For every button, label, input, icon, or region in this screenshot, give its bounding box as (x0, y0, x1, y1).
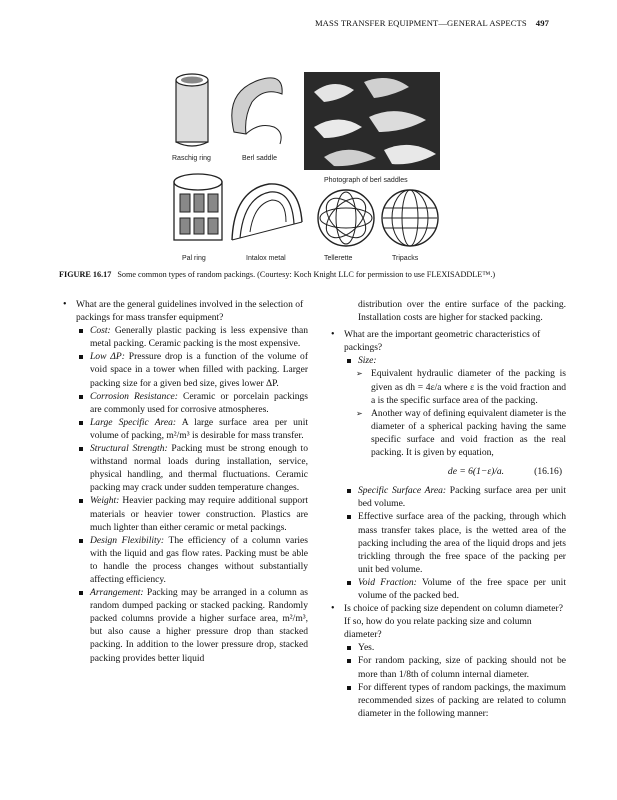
question-selection-guidelines: • What are the general guidelines involved in the selection of packings for mass transfer equipment? (58, 298, 308, 324)
right-column (326, 298, 566, 720)
figure-number: FIGURE 16.17 (59, 270, 112, 279)
raschig-ring-label: Raschig ring (172, 155, 211, 162)
pal-ring-label: Pal ring (182, 255, 206, 262)
tellerette-illustration (318, 190, 374, 246)
characteristic-effective-surface-area: Effective surface area of the packing, through which mass transfer takes place, is the wetted area of the packing including the area of the liquid drops and jets trickling through the free space of the packing per unit bed volume. (326, 510, 566, 575)
intalox-metal-illustration (232, 184, 302, 240)
left-column (58, 298, 308, 665)
page-number: 497 (535, 18, 549, 28)
guideline-corrosion: Corrosion Resistance: Ceramic or porcelain packings are commonly used for corrosive atmospheres. (58, 390, 308, 416)
berl-saddles-photograph (304, 72, 440, 170)
running-title: MASS TRANSFER EQUIPMENT—GENERAL ASPECTS (314, 18, 527, 28)
raschig-ring-illustration (176, 74, 208, 146)
tripacks-illustration (382, 190, 438, 246)
pal-ring-illustration (174, 174, 222, 240)
caption-text: Some common types of random packings. (Courtesy: Koch Knight LLC for permission to use FLEXISADDLE™.) (117, 270, 496, 279)
answer-yes: Yes. (326, 641, 566, 654)
guideline-weight: Weight: Heavier packing may require additional support materials or heavier tower construction. Plastics are much lighter than either ceramic or metal packings. (58, 494, 308, 533)
characteristic-size: Size: (326, 354, 566, 367)
running-header (315, 18, 549, 28)
question-packing-size: • Is choice of packing size dependent on column diameter? If so, how do you relate packing size and column diameter? (326, 602, 566, 641)
berl-saddle-label: Berl saddle (242, 155, 278, 162)
question-geometric-characteristics: • What are the important geometric characteristics of packings? (326, 328, 566, 354)
guideline-design-flexibility: Design Flexibility: The efficiency of a column varies with the liquid and gas flow rates. Packing must be able to handle the process changes without substantially affecting efficiency. (58, 534, 308, 586)
arrangement-continued: distribution over the entire surface of the packing. Installation costs are higher for stacked packing. (358, 299, 566, 324)
guideline-structural-strength: Structural Strength: Packing must be strong enough to withstand normal loads during installation, service, physical handling, and thermal fluctuations. Ceramic packing may crack under sudden temperature changes. (58, 442, 308, 494)
size-equivalent-diameter: ➢ Another way of defining equivalent diameter is the diameter of a spherical packing having the same specific surface and void fraction as the real packing. It is given by equation, (326, 407, 566, 459)
answer-different-types: For different types of random packings, the maximum recommended sizes of packing are related to column diameter in the following manner: (326, 681, 566, 720)
intalox-metal-label: Intalox metal (246, 255, 286, 262)
packings-figure (164, 72, 440, 268)
tellerette-label: Tellerette (324, 255, 353, 262)
berl-saddle-illustration (232, 78, 282, 144)
characteristic-specific-surface-area: Specific Surface Area: Packing surface area per unit bed volume. (326, 484, 566, 510)
tripacks-label: Tripacks (392, 255, 419, 262)
guideline-cost: Cost: Generally plastic packing is less expensive than metal packing. Ceramic packing is the most expensive. (58, 324, 308, 350)
equation-16-16: de = 6(1−ε)/a. (16.16) (447, 466, 562, 478)
figure-caption (59, 270, 579, 279)
guideline-low-dp: Low ΔP: Pressure drop is a function of the volume of void space in a tower when filled with packing. Larger packing size for a given bed size, gives lower ΔP. (58, 350, 308, 389)
answer-random-packing: For random packing, size of packing should not be more than 1/8th of column internal diameter. (326, 654, 566, 680)
photograph-label: Photograph of berl saddles (324, 177, 408, 184)
characteristic-void-fraction: Void Fraction: Volume of the free space per unit volume of the packed bed. (326, 576, 566, 602)
guideline-arrangement: Arrangement: Packing may be arranged in a column as random dumped packing or stacked packing. Randomly packed columns provide a higher surface area, m²/m³, but also cause a higher pressure drop than stacked packing. In addition to the lower pressure drop, stacked packing provides better liquid (58, 586, 308, 665)
size-hydraulic-diameter: ➢ Equivalent hydraulic diameter of the packing is given as dh = 4ε/a where ε is the void fraction and a is the specific surface area of the packing. (326, 367, 566, 406)
guideline-specific-area: Large Specific Area: A large surface area per unit volume of packing, m²/m³ is desirable for mass transfer. (58, 416, 308, 442)
